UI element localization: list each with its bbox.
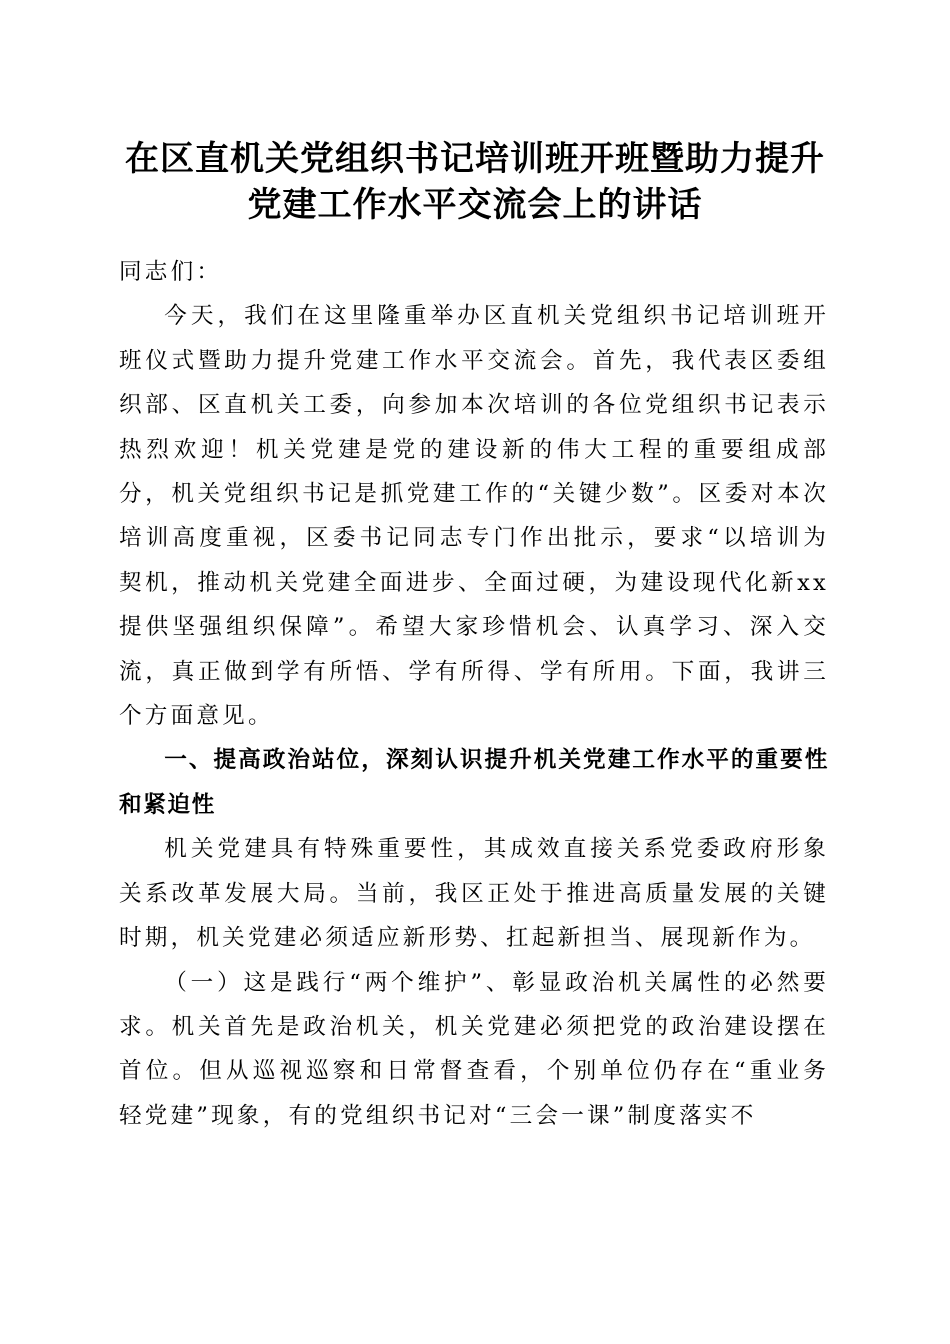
paragraph-section-1-intro: 机关党建具有特殊重要性，其成效直接关系党委政府形象关系改革发展大局。当前，我区正处于推进高质量发展的关键时期，机关党建必须适应新形势、扛起新担当、展现新作为。 [119,836,829,952]
paragraph-subsection-1: （一）这是践行“两个维护”、彰显政治机关属性的必然要求。机关首先是政治机关，机关党建必须把党的政治建设摆在首位。但从巡视巡察和日常督查看，个别单位仍存在“重业务轻党建”现象，有的党组织书记对“三会一课”制度落实不 [119,969,829,1129]
salutation: 同志们： [119,259,223,285]
document-body [119,250,829,1138]
document-title [100,136,850,228]
paragraph-opening: 今天，我们在这里隆重举办区直机关党组织书记培训班开班仪式暨助力提升党建工作水平交流会。首先，我代表区委组织部、区直机关工委，向参加本次培训的各位党组织书记表示热烈欢迎！机关党建是党的建设新的伟大工程的重要组成部分，机关党组织书记是抓党建工作的“关键少数”。区委对本次培训高度重视，区委书记同志专门作出批示，要求“以培训为契机，推动机关党建全面进步、全面过硬，为建设现代化新xx提供坚强组织保障”。希望大家珍惜机会、认真学习、深入交流，真正做到学有所悟、学有所得、学有所用。下面，我讲三个方面意见。 [119,303,829,730]
title-line-2: 党建工作水平交流会上的讲话 [247,185,703,225]
section-heading-1: 一、提高政治站位，深刻认识提升机关党建工作水平的重要性和紧迫性 [119,747,829,818]
title-line-1: 在区直机关党组织书记培训班开班暨助力提升 [125,139,825,179]
